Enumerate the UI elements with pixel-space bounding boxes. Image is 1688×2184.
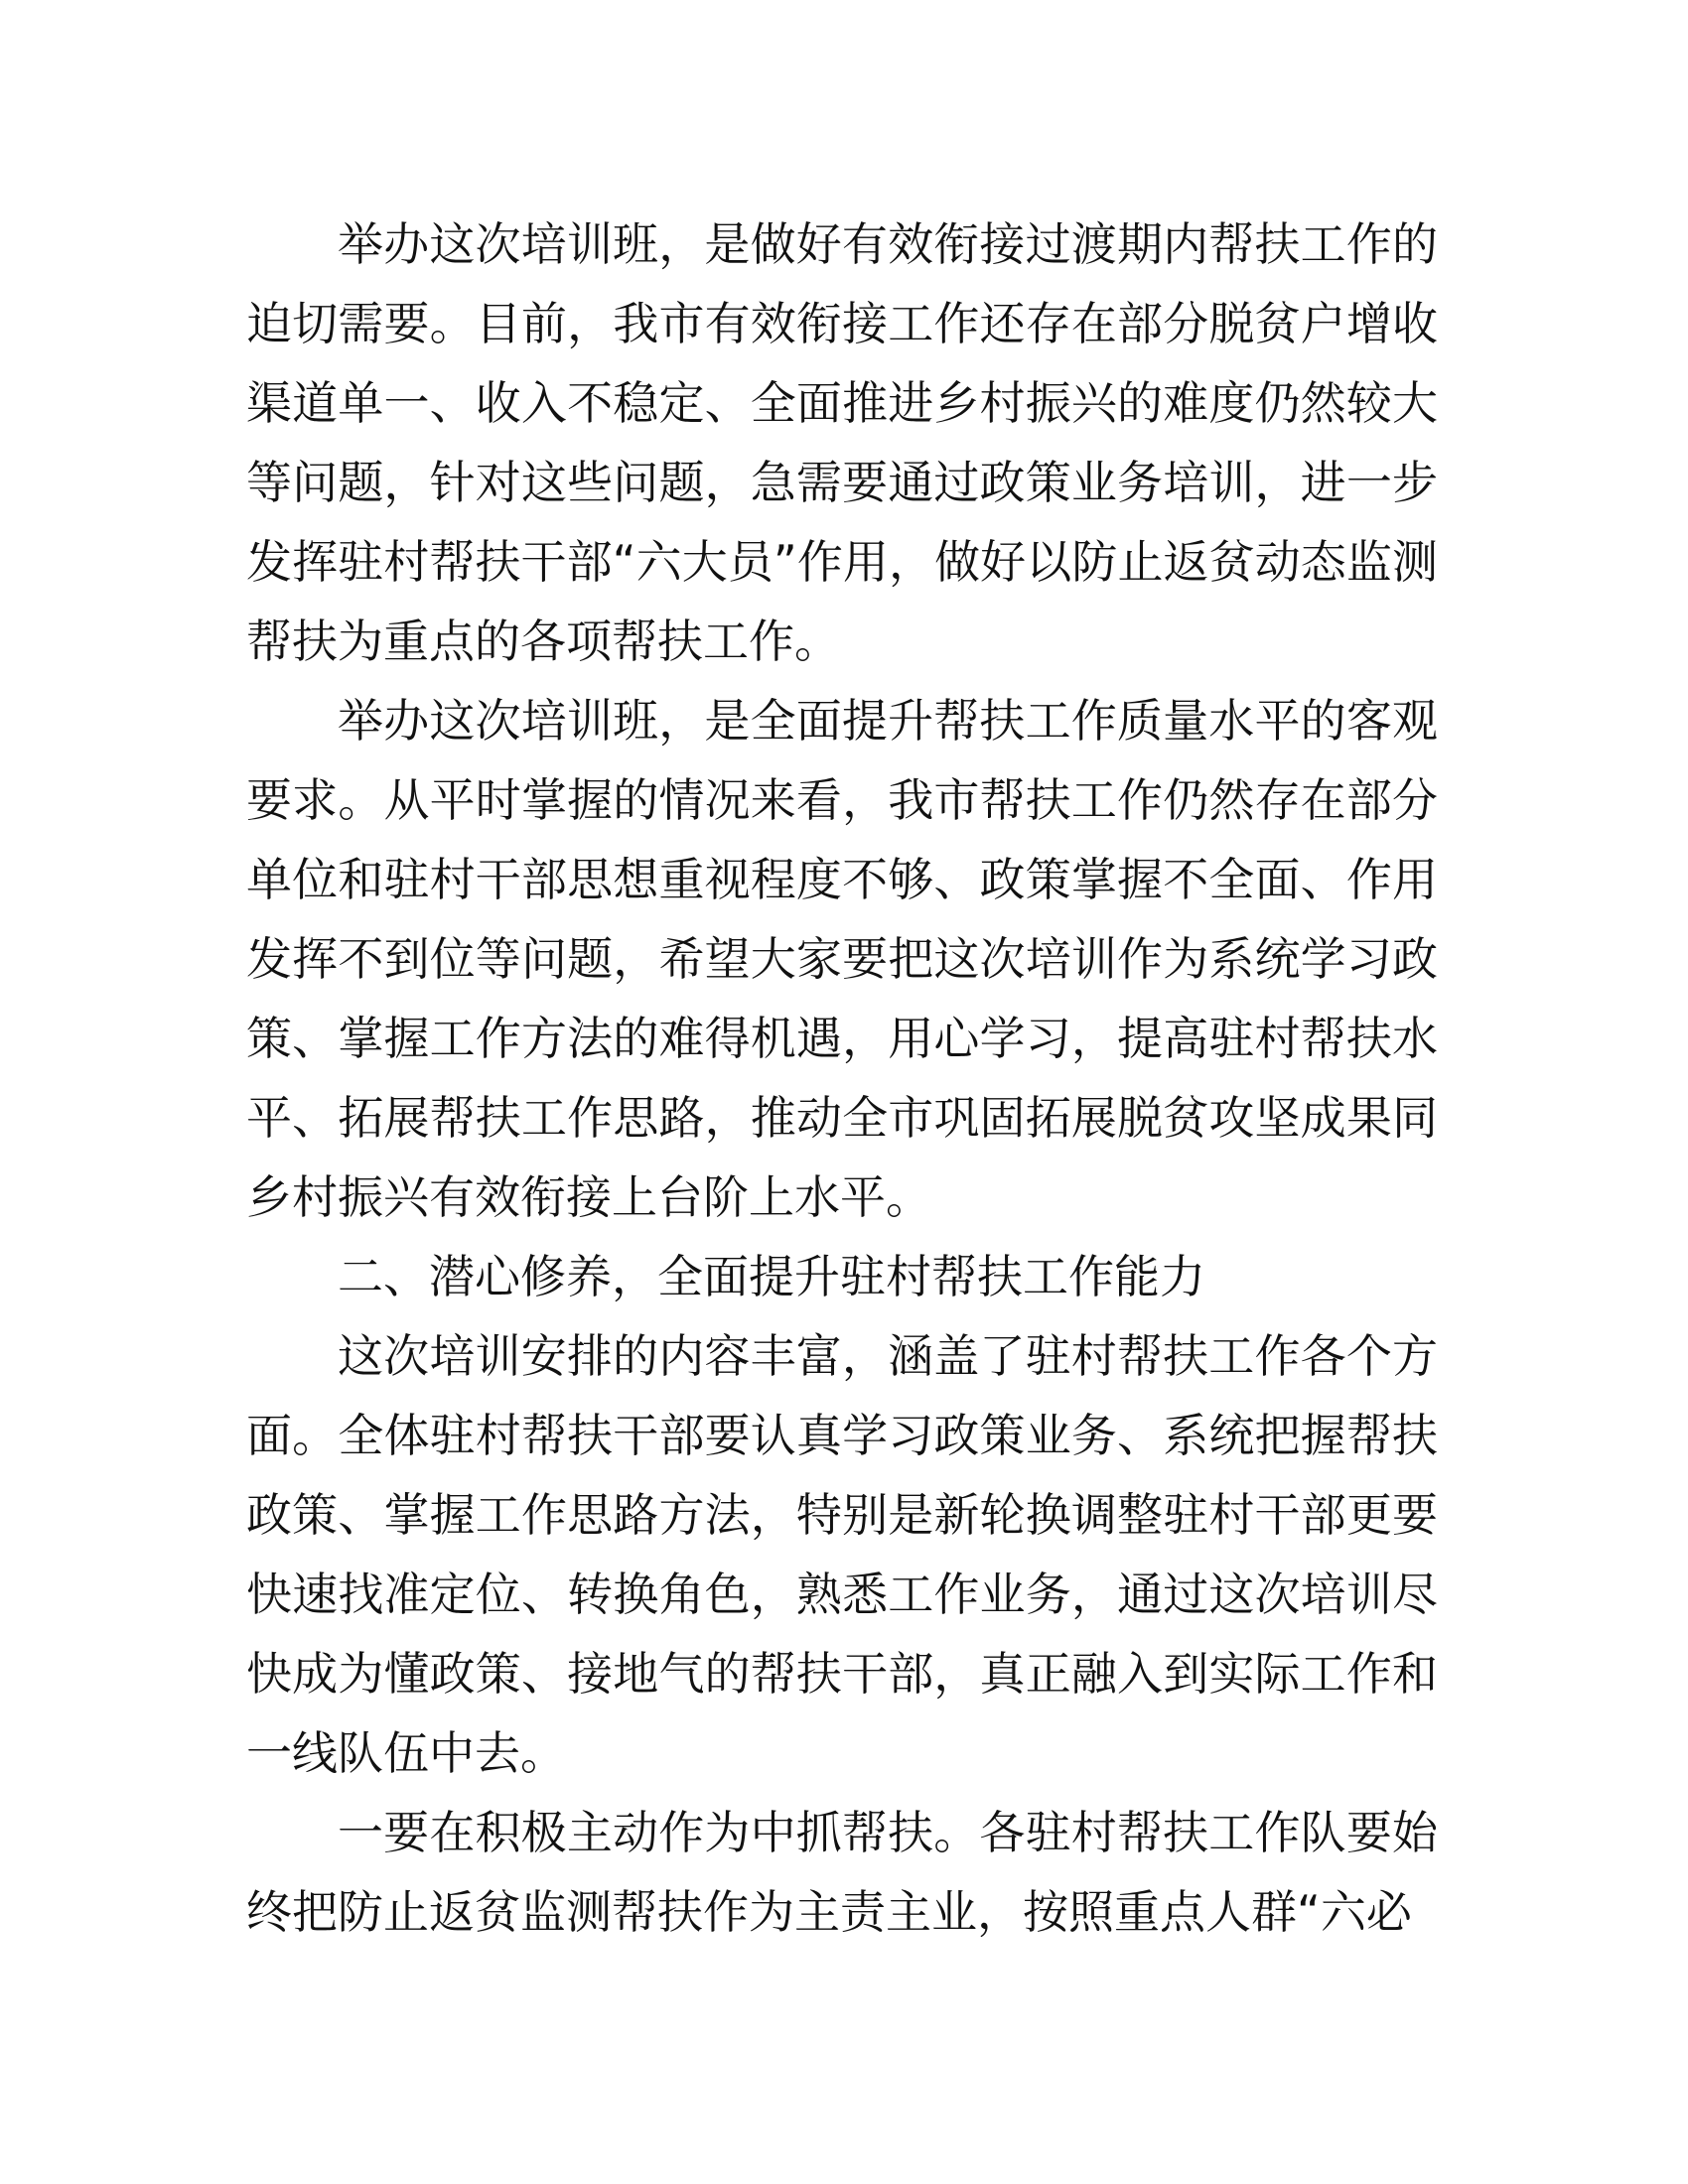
paragraph-4: 一要在积极主动作为中抓帮扶。各驻村帮扶工作队要始终把防止返贫监测帮扶作为主责主业，按照重点人群“六必 [246,1806,1438,1939]
paragraph-1: 举办这次培训班，是做好有效衔接过渡期内帮扶工作的迫切需要。目前，我市有效衔接工作还存在部分脱贫户增收渠道单一、收入不稳定、全面推进乡村振兴的难度仍然较大等问题，针对这些问题，急需要通过政策业务培训，进一步发挥驻村帮扶干部“六大员”作用，做好以防止返贫动态监测帮扶为重点的各项帮扶工作。 [246,217,1438,668]
document-body [246,205,1438,1952]
paragraph-2: 举办这次培训班，是全面提升帮扶工作质量水平的客观要求。从平时掌握的情况来看，我市帮扶工作仍然存在部分单位和驻村干部思想重视程度不够、政策掌握不全面、作用发挥不到位等问题，希望大家要把这次培训作为系统学习政策、掌握工作方法的难得机遇，用心学习，提高驻村帮扶水平、拓展帮扶工作思路，推动全市巩固拓展脱贫攻坚成果同乡村振兴有效衔接上台阶上水平。 [246,694,1438,1224]
section-heading: 二、潜心修养，全面提升驻村帮扶工作能力 [338,1250,1205,1303]
paragraph-3: 这次培训安排的内容丰富，涵盖了驻村帮扶工作各个方面。全体驻村帮扶干部要认真学习政策业务、系统把握帮扶政策、掌握工作思路方法，特别是新轮换调整驻村干部更要快速找准定位、转换角色，熟悉工作业务，通过这次培训尽快成为懂政策、接地气的帮扶干部，真正融入到实际工作和一线队伍中去。 [246,1329,1438,1780]
